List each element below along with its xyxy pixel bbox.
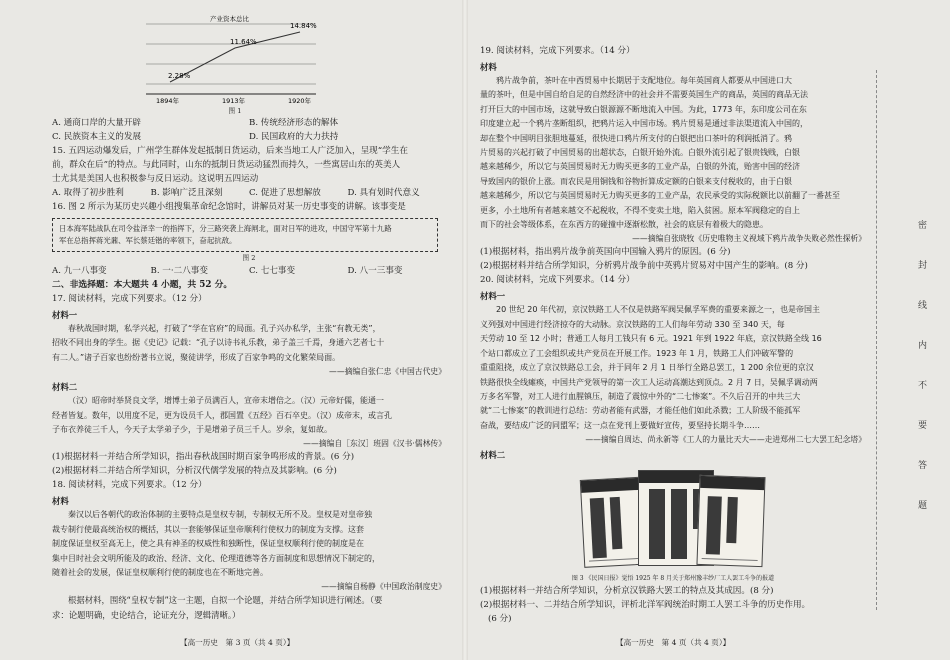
value-label-1: 2.28% <box>168 72 191 80</box>
q20-material-1-line: 天劳动 10 至 12 小时；普通工人每月工钱只有 6 元。1921 年到 1922 年底，京汉铁路全线 16 <box>480 334 822 344</box>
q18-title: 18. 阅读材料，完成下列要求。（12 分） <box>52 480 207 491</box>
x-tick-1: 1894年 <box>156 97 180 105</box>
q14-option-d[interactable]: D. 民国政府的大力扶持 <box>249 132 339 142</box>
q18-material-line: 制度保证皇权至高无上，使之具有神圣的权威性和独断性，保证皇权顺利行使的制度是在 <box>52 539 364 549</box>
seal-char: 要 <box>918 421 928 431</box>
q19-material-line: 量的茶叶，但是中国自给自足的自然经济中的社会并不需要英国生产的商品，英国的商品无法 <box>480 90 808 100</box>
q20-material-1-line: 重重阻挠，成立了京汉铁路总工会，并于同年 2 月 1 日举行全路总罢工，1 200 余位更的京汉 <box>480 363 814 373</box>
q19-material-line: 越来越稀少，所以它与英国贸易时无力购买更多的工业产品，农民承受的实际税额比以前翻了一番甚至 <box>480 191 840 201</box>
q18-material-line: 集中目时社会文明所能及的政治、经济、文化、伦理道德等各方面制度和思想情况下制定的， <box>52 553 380 563</box>
q14-options-row1 <box>52 116 446 130</box>
seal-char: 封 <box>918 261 928 271</box>
q19-title: 19. 阅读材料，完成下列要求。（14 分） <box>480 46 635 56</box>
q17-material-2-label: 材料二 <box>52 382 78 393</box>
newspaper-clip-right <box>696 475 765 567</box>
q20-title: 20. 阅读材料，完成下列要求。（14 分） <box>480 275 635 286</box>
figure-1-caption: 图 1 <box>228 107 242 115</box>
q19-material-line: 越来越稀少，所以它与英国贸易时无力购买更多的工业产品，白银的外流，贻害中国的经济 <box>480 162 800 172</box>
q15-option-a[interactable]: A. 取得了初步胜利 <box>52 188 124 198</box>
seal-char: 内 <box>918 341 928 351</box>
q18-ask-line: 根据材料，围绕“皇权专制”这一主题，自拟一个论题，并结合所学知识进行阐述。（要 <box>68 595 383 606</box>
q19-material-line: 鸦片战争前，茶叶在中西贸易中长期居于支配地位。每年英国商人都要从中国进口大 <box>496 76 792 85</box>
page-4 <box>466 0 866 660</box>
q19-material-source: ——摘编自张晓牧《历史唯物主义视域下鸦片战争失败必然性探析》 <box>632 234 866 244</box>
q20-material-1-label: 材料一 <box>480 291 506 302</box>
q19-material-line: 却在整个中国明目张胆地蔓延，很快进口鸦片所支付的白银把出口茶叶的利润抵消了。鸦 <box>480 133 792 143</box>
q20-material-1-line: 万多名军警，对工人进行血腥镇压，制造了震惊中外的“二七惨案”。不久后召开的中共三大 <box>480 391 801 401</box>
q17-material-1-label: 材料一 <box>52 310 78 320</box>
page-4-footer: 【高一历史 第 4 页（共 4 页）】 <box>616 638 731 647</box>
q19-material-label: 材料 <box>480 62 497 72</box>
q20-material-1-source: ——摘编自周达、尚永新等《工人的力量比天大——走进郑州二七大罢工纪念塔》 <box>585 435 866 445</box>
q16-quote-box <box>52 218 438 252</box>
q15-option-c[interactable]: C. 促进了思想解放 <box>249 188 321 198</box>
q17-material-1-line: 有二人。”诸子百家也纷纷著书立说，聚徒讲学，形成了百家争鸣的文化繁荣局面。 <box>52 352 341 362</box>
x-tick-3: 1920年 <box>288 97 312 105</box>
q17-title: 17. 阅读材料，完成下列要求。（12 分） <box>52 294 207 304</box>
q18-material-line: 秦汉以后各朝代的政治体制的主要特点是皇权专制，专制权无所不及。皇权是对皇帝独 <box>68 510 372 520</box>
q18-material-source: ——摘编自杨静《中国政治制度史》 <box>321 582 446 592</box>
q17-ask-1: (1)根据材料一并结合所学知识，指出春秋战国时期百家争鸣形成的背景。(6 分) <box>52 452 355 463</box>
q16-option-d[interactable]: D. 八一三事变 <box>347 266 403 276</box>
q15-options <box>52 186 446 200</box>
q17-material-2-line: 子布衣养徒三千人，今天子太学弟子少，于是增弟子员三千人。岁余，复如故。 <box>52 425 332 435</box>
q14-option-b[interactable]: B. 传统经济形态的解体 <box>249 118 339 128</box>
figure-2-caption: 图 2 <box>242 254 256 262</box>
q16-option-c[interactable]: C. 七七事变 <box>249 266 296 276</box>
q19-ask-2: (2)根据材料并结合所学知识，分析鸦片战争前中英鸦片贸易对中国产生的影响。(8 分) <box>480 261 808 272</box>
q16-quote-line: 日本海军陆战队在司令盐泽幸一的指挥下，分三路突袭上海闸北，面对日军的进攻，中国守军第十九路 <box>59 224 392 233</box>
q19-material-line: 更多，小土地所有者越来越交不起税收，不得不变卖土地，陷入贫困。原本军阀稳定的自上 <box>480 205 800 215</box>
q19-material-line: 而下的社会等级体系，在东西方的碰撞中逐渐松散，社会的底层有着极大的隐患。 <box>480 220 768 230</box>
seal-char: 答 <box>918 461 928 471</box>
chart-svg <box>140 14 330 106</box>
q20-material-1-line: 个站口都成立了工会组织或共产党员在开展工作。1923 年 1 月，铁路工人们冲破军警的 <box>480 348 794 358</box>
q20-material-1-line: 义列强对中国进行经济掠夺的大动脉。京汉铁路的工人们每年劳动 330 至 340 天，每 <box>480 319 785 329</box>
q20-material-2-label: 材料二 <box>480 450 506 461</box>
q15-option-b[interactable]: B. 影响广泛且深刻 <box>150 188 223 198</box>
q19-ask-1: (1)根据材料，指出鸦片战争前英国向中国输入鸦片的原因。(6 分) <box>480 247 731 258</box>
seal-char: 不 <box>918 381 928 391</box>
q17-material-2-line: （汉）昭帝时举贤良文学，增博士弟子员满百人，宣帝末增倍之。（汉）元帝好儒，能通一 <box>68 396 384 406</box>
q17-material-2-source: ——摘编自［东汉］班固《汉书·儒林传》 <box>303 439 446 449</box>
q20-ask-2-points: (6 分) <box>488 614 512 625</box>
q18-ask-line: 求：论题明确，史论结合，论证充分，逻辑清晰。） <box>52 609 241 620</box>
seal-char: 题 <box>918 501 928 511</box>
q14-option-a[interactable]: A. 通商口岸的大量开辟 <box>52 118 142 128</box>
q19-material-line: 导致国内的银价上涨。而农民是用铜钱和谷物折算成定额的白银来支付税收的，由于白银 <box>480 176 792 186</box>
page-3-footer: 【高一历史 第 3 页（共 4 页）】 <box>180 638 295 647</box>
q16-quote-line: 军在总指挥蒋光鼐、军长蔡廷锴的率领下，奋起抗敌。 <box>59 236 237 245</box>
q15-line: 15. 五四运动爆发后，广州学生群体发起抵制日货运动，后来当地工人广泛加入，呈现“学生在 <box>52 146 408 156</box>
q20-material-1-line: 奋战，要结成广泛的同盟军；这一点在党刊上要做好宣传，要坚持长期斗争…… <box>480 420 760 430</box>
q17-material-2-line: 经者皆复。数年，以用度不足，更为设员千人，郡国置《五经》百石卒史。（汉）成帝末，或言孔 <box>52 410 392 420</box>
q20-ask-1: (1)根据材料一并结合所学知识，分析京汉铁路大罢工的特点及其成因。(8 分) <box>480 586 774 597</box>
q16-option-a[interactable]: A. 九一八事变 <box>52 266 107 276</box>
q18-material-line: 随着社会的发展，保证皇权顺利行使的制度也在不断地完善。 <box>52 568 268 578</box>
q14-option-c[interactable]: C. 民族资本主义的发展 <box>52 132 142 142</box>
q17-material-1-line: 春秋战国时期，私学兴起，打破了“学在官府”的局面。孔子兴办私学，主张“有教无类”， <box>68 324 381 333</box>
figure-3-caption: 图 3 《民国日报》觉悟 1925 年 8 月关于郑州豫丰纱厂工人罢工斗争的报道 <box>571 575 775 583</box>
q17-ask-2: (2)根据材料二并结合所学知识，分析汉代儒学发展的特点及其影响。(6 分) <box>52 466 337 477</box>
chart-title: 产业资本总比 <box>210 15 249 23</box>
q20-material-1-line: 就“二七惨案”的教训进行总结：劳动者能有武器，才能任他们如此杀戮；工人阶级不能孤军 <box>480 406 801 416</box>
value-label-3: 14.84% <box>290 22 317 30</box>
seal-char: 密 <box>918 221 928 231</box>
figure-3-newspaper-image <box>576 468 766 572</box>
q16-option-b[interactable]: B. 一·二八事变 <box>150 266 208 276</box>
figure-1-chart <box>140 14 330 106</box>
figure-1-caption-wrap <box>140 106 330 116</box>
q18-material-label: 材料 <box>52 496 69 507</box>
value-label-2: 11.64% <box>230 38 257 46</box>
q15-option-d[interactable]: D. 具有划时代意义 <box>347 188 420 198</box>
seal-line <box>876 70 877 610</box>
q15-line: 前，群众在后”的特点。与此同时，山东的抵制日货运动猛烈而持久，一些寓居山东的英美人 <box>52 160 401 170</box>
q16-options <box>52 264 446 278</box>
q14-options-row2 <box>52 130 446 144</box>
q20-material-1-line: 铁路很快全线瘫痪，中国共产党领导的第一次工人运动高潮达到顶点。2 月 7 日，吴佩孚调动两 <box>480 377 818 387</box>
q17-material-1-line: 招收不同出身的学生。据《史记》记载：“孔子以诗书礼乐教，弟子盖三千焉，身通六艺者七十 <box>52 338 385 348</box>
section-2-heading: 二、非选择题：本大题共 4 小题，共 52 分。 <box>52 280 233 290</box>
seal-char: 线 <box>918 301 928 311</box>
q17-material-1-source: ——摘编自张仁忠《中国古代史》 <box>329 367 446 377</box>
q15-line: 士尤其是美国人也积极参与反日运动。这说明五四运动 <box>52 174 259 184</box>
q19-material-line: 片贸易的兴起打破了中国贸易的出超状态，白银开始外流。白银外流引起了银贵钱贱，白银 <box>480 148 800 158</box>
q19-material-line: 印度建立起一个鸦片垄断组织，把鸦片运入中国市场。鸦片贸易是通过非法渠道流入中国的， <box>480 119 808 129</box>
page-3 <box>0 0 466 660</box>
q16-stem: 16. 图 2 所示为某历史兴趣小组搜集革命纪念馆时，讲解员对某一历史事变的讲解。该事变是 <box>52 202 406 212</box>
q20-material-1-line: 20 世纪 20 年代初，京汉铁路工人不仅是铁路军阀吴佩孚军费的重要来源之一，也是帝国主 <box>496 305 820 315</box>
q18-material-line: 裁专制行使最高统治权的概括，其以一套能够保证皇帝顺利行使权力的制度为支撑。这套 <box>52 524 364 534</box>
q20-ask-2: (2)根据材料一、二并结合所学知识，评析北洋军阀统治时期工人罢工斗争的历史作用。 <box>480 600 811 611</box>
q19-material-line: 打开巨大的中国市场，这就导致白银源源不断地流入中国。为此，1773 年，东印度公司在东 <box>480 104 807 114</box>
x-tick-2: 1913年 <box>222 97 246 105</box>
binding-margin <box>866 0 950 660</box>
